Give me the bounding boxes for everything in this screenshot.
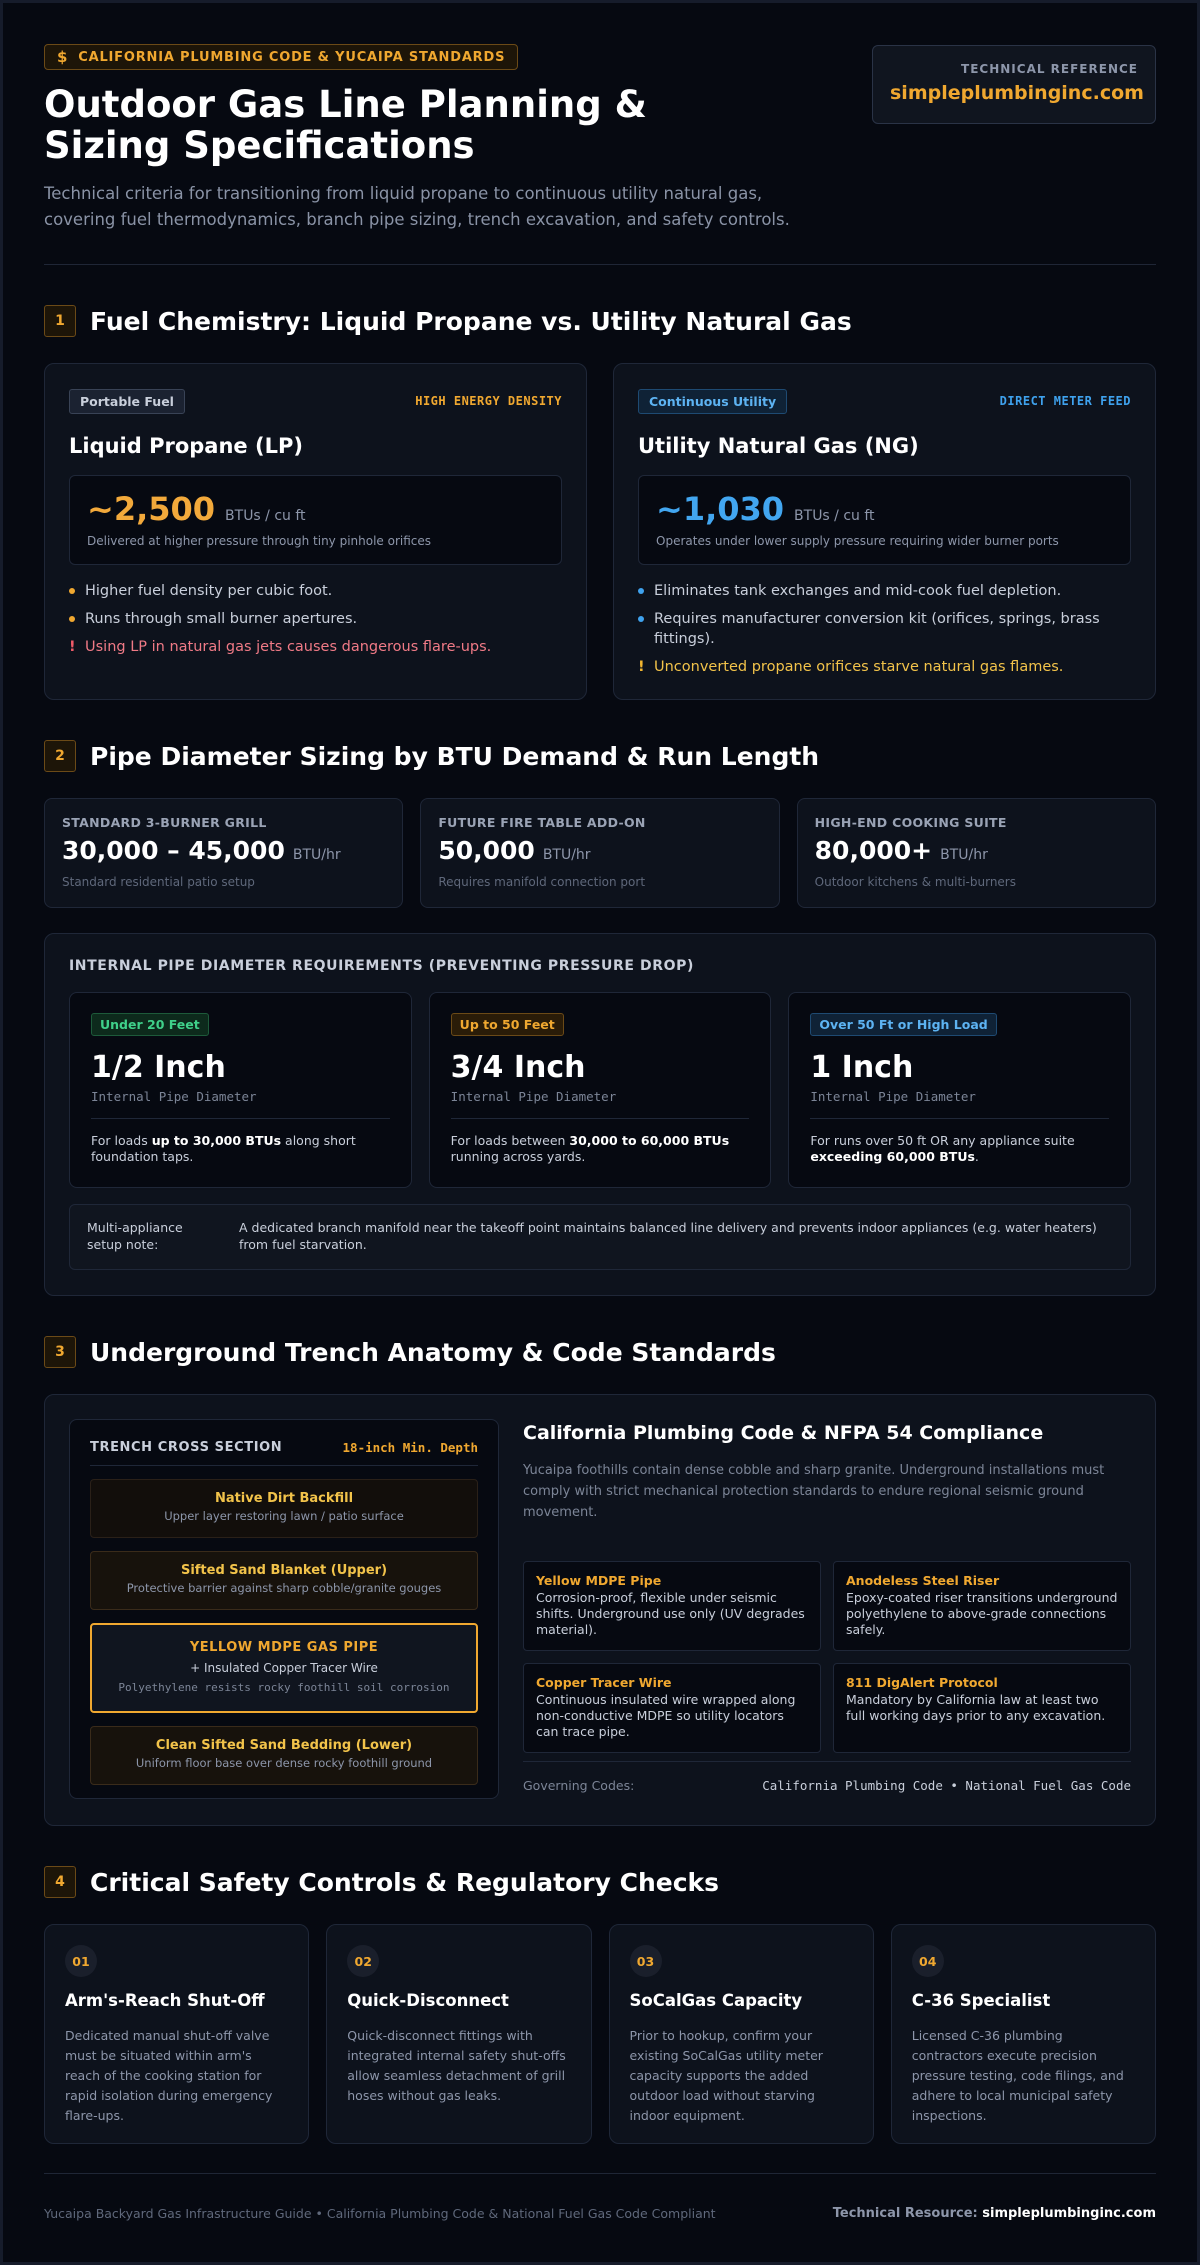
safety-card-title: Quick-Disconnect <box>347 1991 509 2010</box>
compliance-column <box>523 1419 1131 1801</box>
divider <box>451 1118 750 1119</box>
natural-gas-stat-desc: Operates under lower supply pressure requiring wider burner ports <box>656 534 1059 548</box>
section-title: Pipe Diameter Sizing by BTU Demand & Run Length <box>90 741 820 771</box>
compliance-grid <box>523 1561 1131 1753</box>
propane-stat-desc: Delivered at higher pressure through tiny pinhole orifices <box>87 534 432 548</box>
section-safety-controls <box>44 1866 1156 2144</box>
run-length-badge: Under 20 Feet <box>91 1013 209 1036</box>
safety-card-desc: Quick-disconnect fittings with integrated internal safety shut-offs allow seamless detachment of grill hoses without gas leaks. <box>347 2028 566 2103</box>
propane-stat-box <box>69 475 562 565</box>
pipe-description: For loads between 30,000 to 60,000 BTUs running across yards. <box>450 1133 730 1164</box>
bullet-dot-icon <box>638 616 644 622</box>
compliance-item-name: Yellow MDPE Pipe <box>536 1573 662 1588</box>
footer-resource <box>833 2206 1156 2221</box>
safety-card-desc: Licensed C-36 plumbing contractors execute precision pressure testing, code filings, and adhere to local municipal safety inspections. <box>911 2028 1124 2123</box>
compliance-card-digalert <box>833 1663 1131 1753</box>
warning-icon: ! <box>69 639 76 655</box>
propane-name: Liquid Propane (LP) <box>69 434 303 458</box>
compliance-item-desc: Corrosion-proof, flexible under seismic shifts. Underground use only (UV degrades material). <box>536 1590 805 1637</box>
footer-text: Yucaipa Backyard Gas Infrastructure Guide • California Plumbing Code & National Fuel Gas Code Compliant <box>44 2206 716 2221</box>
technical-reference-box <box>872 45 1156 124</box>
natural-gas-bullets <box>638 581 1131 677</box>
propane-warning: ! Using LP in natural gas jets causes dangerous flare-ups. <box>69 639 492 655</box>
pipe-card-half-inch <box>69 992 412 1188</box>
compliance-item-name: Copper Tracer Wire <box>536 1675 672 1690</box>
list-item: Requires manufacturer conversion kit (orifices, springs, brass fittings). <box>638 609 1131 649</box>
compliance-item-name: Anodeless Steel Riser <box>846 1573 1000 1588</box>
section-heading <box>44 740 1156 772</box>
footer-resource-label: Technical Resource: <box>832 2206 983 2221</box>
warning-icon: ! <box>638 659 645 675</box>
page-subtitle: Technical criteria for transitioning from liquid propane to continuous utility natural gas, covering fuel thermodynamics, branch pipe sizing, trench excavation, and safety controls. <box>44 184 790 229</box>
load-note: Requires manifold connection port <box>438 875 646 889</box>
trench-title: TRENCH CROSS SECTION <box>90 1440 283 1455</box>
safety-card-quick-disconnect <box>326 1924 591 2144</box>
compliance-item-desc: Continuous insulated wire wrapped along non-conductive MDPE so utility locators can trace pipe. <box>536 1692 796 1739</box>
page-title: Outdoor Gas Line Planning & Sizing Specifications <box>44 83 647 167</box>
pipe-size: 1/2 Inch <box>91 1050 226 1085</box>
propane-pill: Portable Fuel <box>69 389 185 414</box>
natural-gas-pill: Continuous Utility <box>638 389 787 414</box>
run-length-badge: Over 50 Ft or High Load <box>810 1013 996 1036</box>
load-unit: BTU/hr <box>292 847 341 863</box>
layer-desc: Upper layer restoring lawn / patio surface <box>164 1509 404 1523</box>
load-unit: BTU/hr <box>940 847 988 863</box>
propane-card <box>44 363 587 700</box>
compliance-title: California Plumbing Code & NFPA 54 Compliance <box>523 1422 1044 1444</box>
pipe-description: For runs over 50 ft OR any appliance suite exceeding 60,000 BTUs. <box>810 1133 1075 1164</box>
pipe-sub: Internal Pipe Diameter <box>810 1089 976 1104</box>
load-label: HIGH-END COOKING SUITE <box>814 815 1007 830</box>
pipe-diameter-panel <box>44 933 1156 1296</box>
pipe-size: 1 Inch <box>810 1050 914 1085</box>
load-note: Outdoor kitchens & multi-burners <box>814 875 1016 889</box>
technical-reference-label: TECHNICAL REFERENCE <box>961 62 1138 76</box>
compliance-description: Yucaipa foothills contain dense cobble and sharp granite. Underground installations must comply with strict mechanical protection standards to endure regional seismic ground movement. <box>523 1463 1105 1520</box>
load-label: STANDARD 3-BURNER GRILL <box>62 815 267 830</box>
bullet-dot-icon <box>69 588 75 594</box>
load-label: FUTURE FIRE TABLE ADD-ON <box>438 815 646 830</box>
section-number: 3 <box>44 1336 76 1368</box>
propane-tag: HIGH ENERGY DENSITY <box>415 394 562 408</box>
layer-desc-secondary: Polyethylene resists rocky foothill soil corrosion <box>118 1681 450 1694</box>
safety-card-title: C-36 Specialist <box>911 1991 1051 2010</box>
manifold-note-text: A dedicated branch manifold near the takeoff point maintains balanced line delivery and prevents indoor appliances (e.g. water heaters) from fuel starvation. <box>239 1220 1097 1252</box>
divider <box>91 1118 390 1119</box>
section-number: 2 <box>44 740 76 772</box>
safety-card-desc: Prior to hookup, confirm your existing SoCalGas utility meter capacity supports the added outdoor load without starving indoor equipment. <box>629 2028 823 2123</box>
pipe-sub: Internal Pipe Diameter <box>450 1089 617 1104</box>
natural-gas-tag: DIRECT METER FEED <box>999 394 1131 408</box>
natural-gas-card <box>613 363 1156 700</box>
pipe-sub: Internal Pipe Diameter <box>91 1089 257 1104</box>
natural-gas-stat-box <box>638 475 1131 565</box>
trench-panel <box>44 1394 1156 1826</box>
pipe-description: For loads up to 30,000 BTUs along short foundation taps. <box>91 1133 356 1164</box>
safety-card-number: 02 <box>347 1945 379 1977</box>
trench-cross-section <box>69 1419 499 1799</box>
load-card-cooking-suite <box>797 798 1156 908</box>
load-card-grill <box>44 798 403 908</box>
bullet-dot-icon <box>638 588 644 594</box>
section-title: Underground Trench Anatomy & Code Standards <box>90 1337 776 1367</box>
safety-card-number: 01 <box>65 1945 97 1977</box>
list-item: Higher fuel density per cubic foot. <box>69 581 562 601</box>
code-badge <box>44 44 518 70</box>
manifold-note-label: Multi-appliance setup note: <box>87 1220 183 1252</box>
code-badge-label: CALIFORNIA PLUMBING CODE & YUCAIPA STANDARDS <box>78 49 506 65</box>
natural-gas-warning: ! Unconverted propane orifices starve natural gas flames. <box>638 659 1064 675</box>
propane-btu-unit: BTUs / cu ft <box>225 508 306 524</box>
section-trench-anatomy <box>44 1336 1156 1826</box>
safety-card-shut-off <box>44 1924 309 2144</box>
footer-divider <box>44 2173 1156 2174</box>
layer-desc: Protective barrier against sharp cobble/granite gouges <box>126 1581 442 1595</box>
propane-bullets <box>69 581 562 657</box>
safety-card-c36 <box>891 1924 1156 2144</box>
technical-reference-link[interactable]: simpleplumbinginc.com <box>890 82 1144 104</box>
compliance-item-desc: Epoxy-coated riser transitions underground polyethylene to above-grade connections safely. <box>846 1590 1118 1637</box>
compliance-card-tracer-wire <box>523 1663 821 1753</box>
divider <box>810 1118 1109 1119</box>
load-card-fire-table <box>420 798 779 908</box>
compliance-item-desc: Mandatory by California law at least two full working days prior to any excavation. <box>846 1692 1106 1723</box>
load-unit: BTU/hr <box>542 847 591 863</box>
propane-btu-value: ~2,500 <box>87 490 216 528</box>
run-length-badge: Up to 50 Feet <box>451 1013 564 1036</box>
section-pipe-sizing <box>44 740 1156 1296</box>
governing-codes-label: Governing Codes: <box>523 1778 635 1793</box>
list-item: Runs through small burner apertures. <box>69 609 562 629</box>
pipe-panel-title: INTERNAL PIPE DIAMETER REQUIREMENTS (PREVENTING PRESSURE DROP) <box>69 958 694 974</box>
section-title: Critical Safety Controls & Regulatory Checks <box>90 1867 720 1897</box>
footer <box>44 2206 1156 2221</box>
layer-name: Sifted Sand Blanket (Upper) <box>180 1563 388 1578</box>
pipe-card-three-quarter-inch <box>429 992 772 1188</box>
header <box>44 44 1156 264</box>
safety-card-title: Arm's-Reach Shut-Off <box>65 1991 265 2010</box>
section-fuel-chemistry <box>44 305 1156 700</box>
layer-native-dirt <box>90 1479 478 1538</box>
layer-desc: + Insulated Copper Tracer Wire <box>190 1661 378 1675</box>
compliance-item-name: 811 DigAlert Protocol <box>846 1675 998 1690</box>
dollar-icon: $ <box>57 48 69 66</box>
layer-sand-blanket <box>90 1551 478 1610</box>
layer-name: Native Dirt Backfill <box>214 1491 354 1506</box>
safety-card-number: 03 <box>630 1945 662 1977</box>
natural-gas-name: Utility Natural Gas (NG) <box>638 434 919 458</box>
compliance-card-steel-riser <box>833 1561 1131 1651</box>
governing-codes-row <box>523 1761 1131 1801</box>
section-heading <box>44 1336 1156 1368</box>
trench-depth: 18-inch Min. Depth <box>342 1440 478 1455</box>
manifold-note <box>69 1204 1131 1270</box>
safety-card-desc: Dedicated manual shut-off valve must be situated within arm's reach of the cooking station for rapid isolation during emergency flare-ups. <box>65 2028 273 2123</box>
safety-card-title: SoCalGas Capacity <box>629 1991 803 2010</box>
bullet-dot-icon <box>69 616 75 622</box>
natural-gas-btu-unit: BTUs / cu ft <box>794 508 875 524</box>
layer-name: Clean Sifted Sand Bedding (Lower) <box>155 1738 413 1753</box>
safety-card-number: 04 <box>912 1945 944 1977</box>
load-value: 50,000 <box>438 836 535 865</box>
layer-gas-pipe <box>90 1623 478 1713</box>
list-item: Eliminates tank exchanges and mid-cook fuel depletion. <box>638 581 1131 601</box>
header-divider <box>44 264 1156 265</box>
load-note: Standard residential patio setup <box>62 875 255 889</box>
section-title: Fuel Chemistry: Liquid Propane vs. Utility Natural Gas <box>90 306 852 336</box>
governing-codes-value: California Plumbing Code • National Fuel Gas Code <box>762 1778 1131 1793</box>
natural-gas-btu-value: ~1,030 <box>656 490 785 528</box>
layer-name: YELLOW MDPE GAS PIPE <box>189 1640 379 1655</box>
section-heading <box>44 1866 1156 1898</box>
layer-desc: Uniform floor base over dense rocky foothill ground <box>135 1756 433 1770</box>
pipe-size: 3/4 Inch <box>450 1050 586 1085</box>
section-heading <box>44 305 1156 337</box>
footer-resource-link[interactable]: simpleplumbinginc.com <box>982 2206 1156 2221</box>
layer-sand-bedding <box>90 1726 478 1785</box>
compliance-card-mdpe-pipe <box>523 1561 821 1651</box>
load-value: 30,000 – 45,000 <box>62 836 285 865</box>
safety-card-socalgas <box>609 1924 874 2144</box>
load-value: 80,000+ <box>814 836 933 865</box>
section-number: 4 <box>44 1866 76 1898</box>
pipe-card-one-inch <box>788 992 1131 1188</box>
section-number: 1 <box>44 305 76 337</box>
